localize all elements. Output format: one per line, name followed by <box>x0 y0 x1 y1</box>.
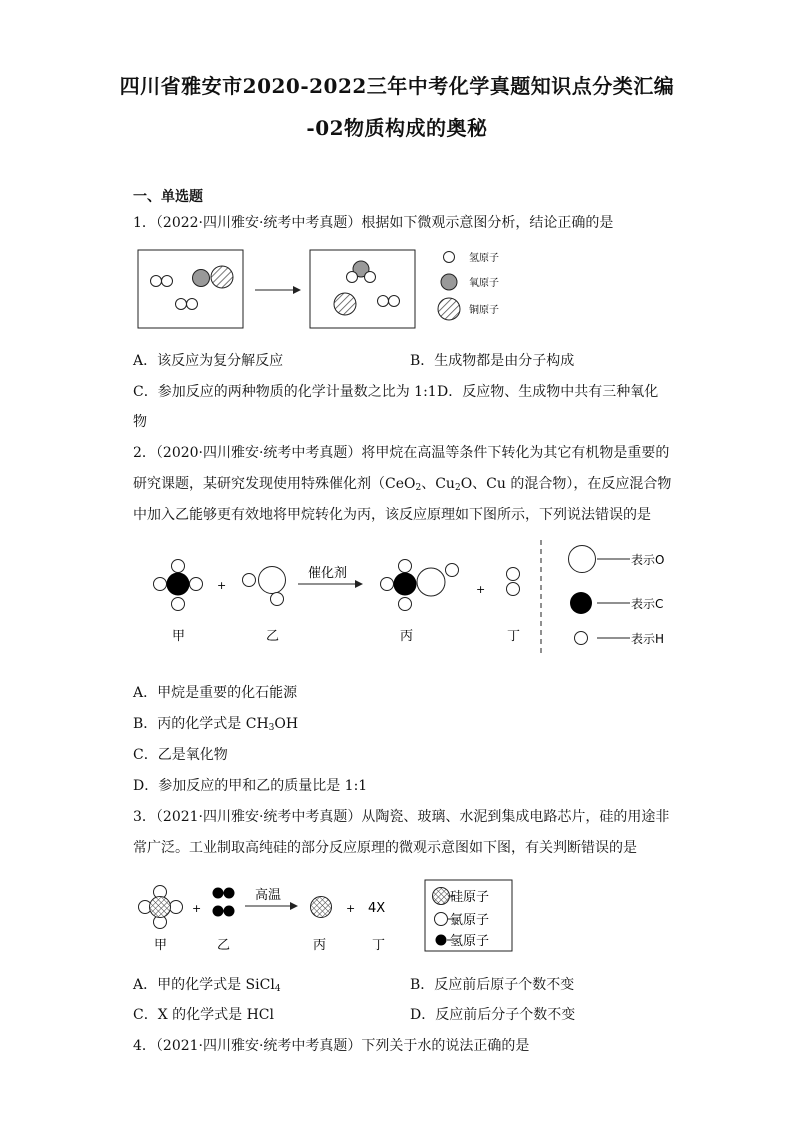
q2-legend-c-icon <box>570 592 592 614</box>
q1-option-c: C．参加反应的两种物质的化学计量数之比为 1:1 <box>133 384 437 400</box>
q3-label-jia: 甲 <box>154 938 168 953</box>
q3-label-ding: 丁 <box>372 938 386 953</box>
q3-condition: 高温 <box>255 888 282 903</box>
q3-option-c: C．X 的化学式是 HCl <box>133 1007 274 1023</box>
q2-catalyst: 催化剂 <box>308 566 348 581</box>
q1-legend-cu: 铜原子 <box>469 305 499 316</box>
q2-label-jia: 甲 <box>172 629 186 644</box>
q1-reactant-box <box>138 250 243 328</box>
q2-plus-1: + <box>217 579 227 592</box>
section-heading: 一、单选题 <box>133 189 203 205</box>
q1-legend-o: 氧原子 <box>469 278 499 289</box>
q1-legend-o-icon <box>441 274 457 290</box>
q1-stem: 1．（2022·四川雅安·统考中考真题）根据如下微观示意图分析，结论正确的是 <box>133 215 614 231</box>
q2-legend-o: 表示O <box>631 553 665 567</box>
q2-label-yi: 乙 <box>266 629 280 644</box>
q3-plus-2: + <box>346 902 356 915</box>
q3-option-a: A．甲的化学式是 SiCl$_4$ <box>133 977 281 994</box>
q2-legend-o-icon <box>569 546 596 573</box>
q1-legend-h: 氢原子 <box>469 253 499 264</box>
q3-coef: 4X <box>368 901 386 916</box>
q2-stem-3: 中加入乙能够更有效地将甲烷转化为丙，该反应原理如下图所示，下列说法错误的是 <box>133 507 651 523</box>
q2-legend-h-icon <box>575 632 588 645</box>
q2-label-bing: 丙 <box>400 629 414 644</box>
q2-option-d: D．参加反应的甲和乙的质量比是 1:1 <box>133 778 368 794</box>
q2-plus-2: + <box>476 583 486 596</box>
q2-legend-c: 表示C <box>631 597 664 611</box>
q2-diagram <box>154 540 665 654</box>
q3-option-b: B．反应前后原子个数不变 <box>410 977 575 993</box>
q3-label-bing: 丙 <box>313 938 327 953</box>
q2-stem-2: 研究课题，某研究发现使用特殊催化剂（CeO$_2$、$Cu_2O$、Cu 的混合物），在反应混合物 <box>133 476 672 493</box>
q3-legend-h-icon <box>436 935 447 946</box>
q3-legend-si-icon <box>433 888 450 905</box>
q2-legend-h: 表示H <box>631 632 665 646</box>
q1-option-d-cont: 物 <box>133 414 147 430</box>
q3-legend-cl-icon <box>435 913 448 926</box>
q1-option-a: A．该反应为复分解反应 <box>133 353 284 369</box>
q3-stem-2: 常广泛。工业制取高纯硅的部分反应原理的微观示意图如下图，有关判断错误的是 <box>133 840 637 856</box>
q2-option-c: C．乙是氧化物 <box>133 747 228 763</box>
q1-legend-h-icon <box>444 252 455 263</box>
q2-option-b: B．丙的化学式是 $CH_3OH$ <box>133 716 299 733</box>
q3-plus-1: + <box>192 902 202 915</box>
q3-option-d: D．反应前后分子个数不变 <box>410 1007 576 1023</box>
page-title-line2: -02物质构成的奥秘 <box>306 116 488 140</box>
q1-option-d: D．反应物、生成物中共有三种氧化 <box>437 384 659 400</box>
q3-legend-h: 氢原子 <box>450 934 490 949</box>
q1-option-b: B．生成物都是由分子构成 <box>410 353 575 369</box>
page-title-line1: 四川省雅安市2020-2022三年中考化学真题知识点分类汇编 <box>119 74 675 98</box>
q3-diagram <box>139 880 513 953</box>
q2-option-a: A．甲烷是重要的化石能源 <box>133 685 298 701</box>
q2-stem-1: 2．（2020·四川雅安·统考中考真题）将甲烷在高温等条件下转化为其它有机物是重要的 <box>133 445 670 461</box>
q3-legend-si: 硅原子 <box>450 890 490 905</box>
q4-stem: 4．（2021·四川雅安·统考中考真题）下列关于水的说法正确的是 <box>133 1038 530 1054</box>
q1-legend-cu-icon <box>438 298 460 320</box>
q3-legend-cl: 氯原子 <box>450 913 490 928</box>
q2-label-ding: 丁 <box>507 629 521 644</box>
q3-label-yi: 乙 <box>217 938 231 953</box>
q3-stem-1: 3．（2021·四川雅安·统考中考真题）从陶瓷、玻璃、水泥到集成电路芯片，硅的用途非 <box>133 809 670 825</box>
